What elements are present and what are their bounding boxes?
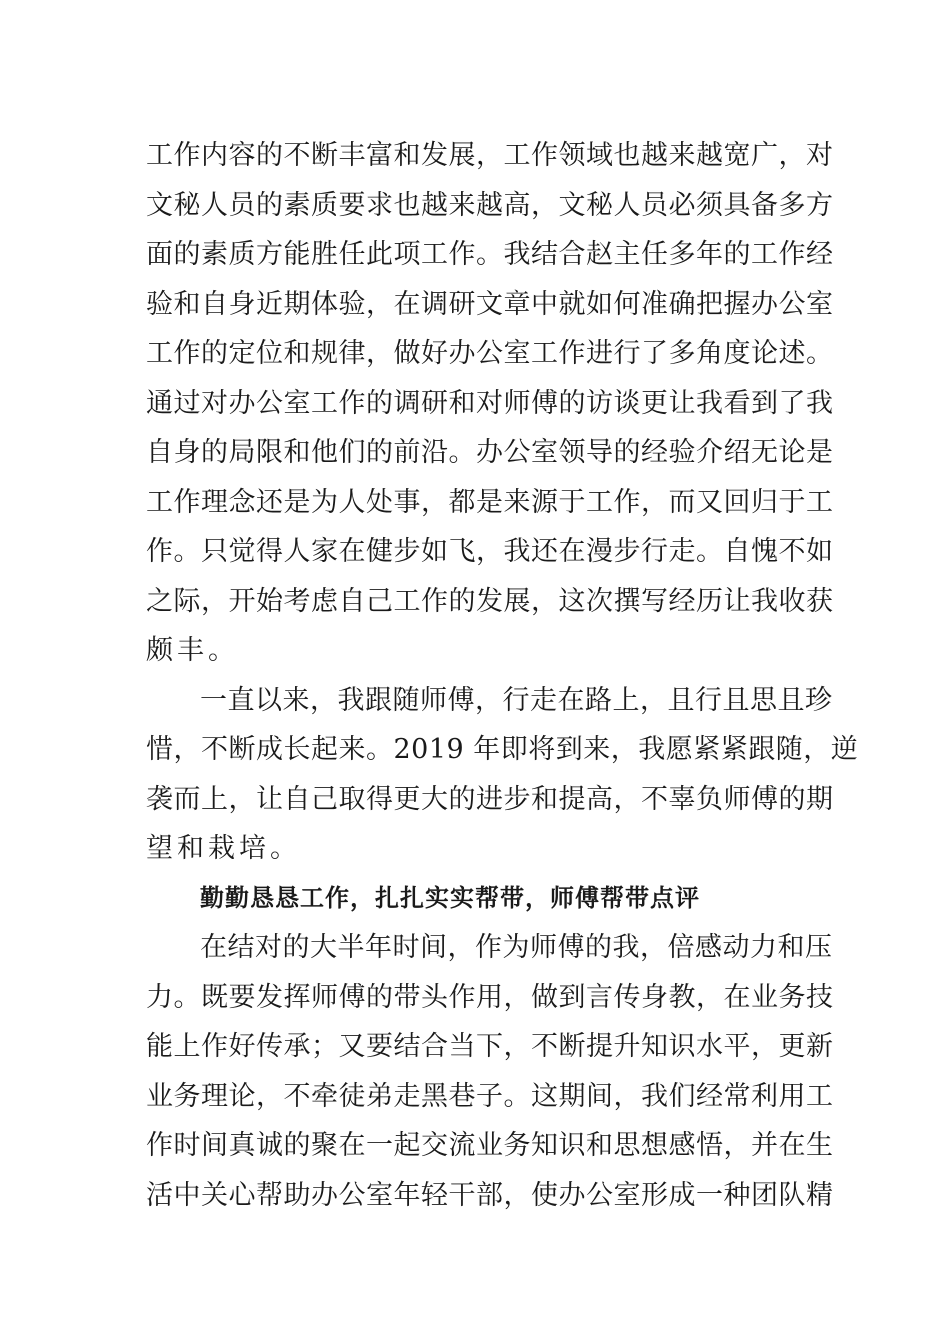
text-line: 袭而上，让自己取得更大的进步和提高，不辜负师傅的期	[146, 783, 834, 815]
text-line: 望和栽培。	[146, 833, 301, 864]
text-line: 工作的定位和规律，做好办公室工作进行了多角度论述。	[146, 338, 834, 369]
text-line: 面的素质方能胜任此项工作。我结合赵主任多年的工作经	[146, 239, 834, 270]
text-line: 工作理念还是为人处事，都是来源于工作，而又回归于工	[146, 486, 834, 518]
paragraph-3	[146, 923, 834, 1220]
text-line: 力。既要发挥师傅的带头作用，做到言传身教，在业务技	[146, 981, 834, 1013]
document-body	[146, 131, 859, 1220]
text-line: 一直以来，我跟随师傅，行走在路上，且行且思且珍	[200, 684, 833, 716]
text-line: 业务理论，不牵徒弟走黑巷子。这期间，我们经常利用工	[146, 1080, 834, 1112]
text-line: 之际，开始考虑自己工作的发展，这次撰写经历让我收获	[146, 585, 834, 617]
text-line: 自身的局限和他们的前沿。办公室领导的经验介绍无论是	[146, 437, 834, 468]
text-line: 活中关心帮助办公室年轻干部，使办公室形成一种团队精	[146, 1179, 834, 1211]
section-heading: 勤勤恳恳工作，扎扎实实帮带，师傅帮带点评	[200, 883, 700, 912]
paragraph-1	[146, 131, 834, 676]
text-line: 能上作好传承；又要结合当下，不断提升知识水平，更新	[146, 1031, 834, 1062]
text-line: 通过对办公室工作的调研和对师傅的访谈更让我看到了我	[146, 387, 834, 419]
paragraph-2	[146, 676, 859, 874]
text-line: 工作内容的不断丰富和发展，工作领域也越来越宽广，对	[146, 140, 834, 171]
text-line: 文秘人员的素质要求也越来越高，文秘人员必须具备多方	[146, 189, 834, 221]
text-line: 惜，不断成长起来。2019 年即将到来，我愿紧紧跟随，逆	[146, 734, 859, 765]
text-line: 验和自身近期体验，在调研文章中就如何准确把握办公室	[146, 288, 834, 320]
text-line: 作。只觉得人家在健步如飞，我还在漫步行走。自愧不如	[146, 536, 834, 567]
text-line: 作时间真诚的聚在一起交流业务知识和思想感悟，并在生	[146, 1130, 834, 1161]
text-line: 在结对的大半年时间，作为师傅的我，倍感动力和压	[200, 932, 833, 963]
text-line: 颇丰。	[146, 635, 239, 666]
